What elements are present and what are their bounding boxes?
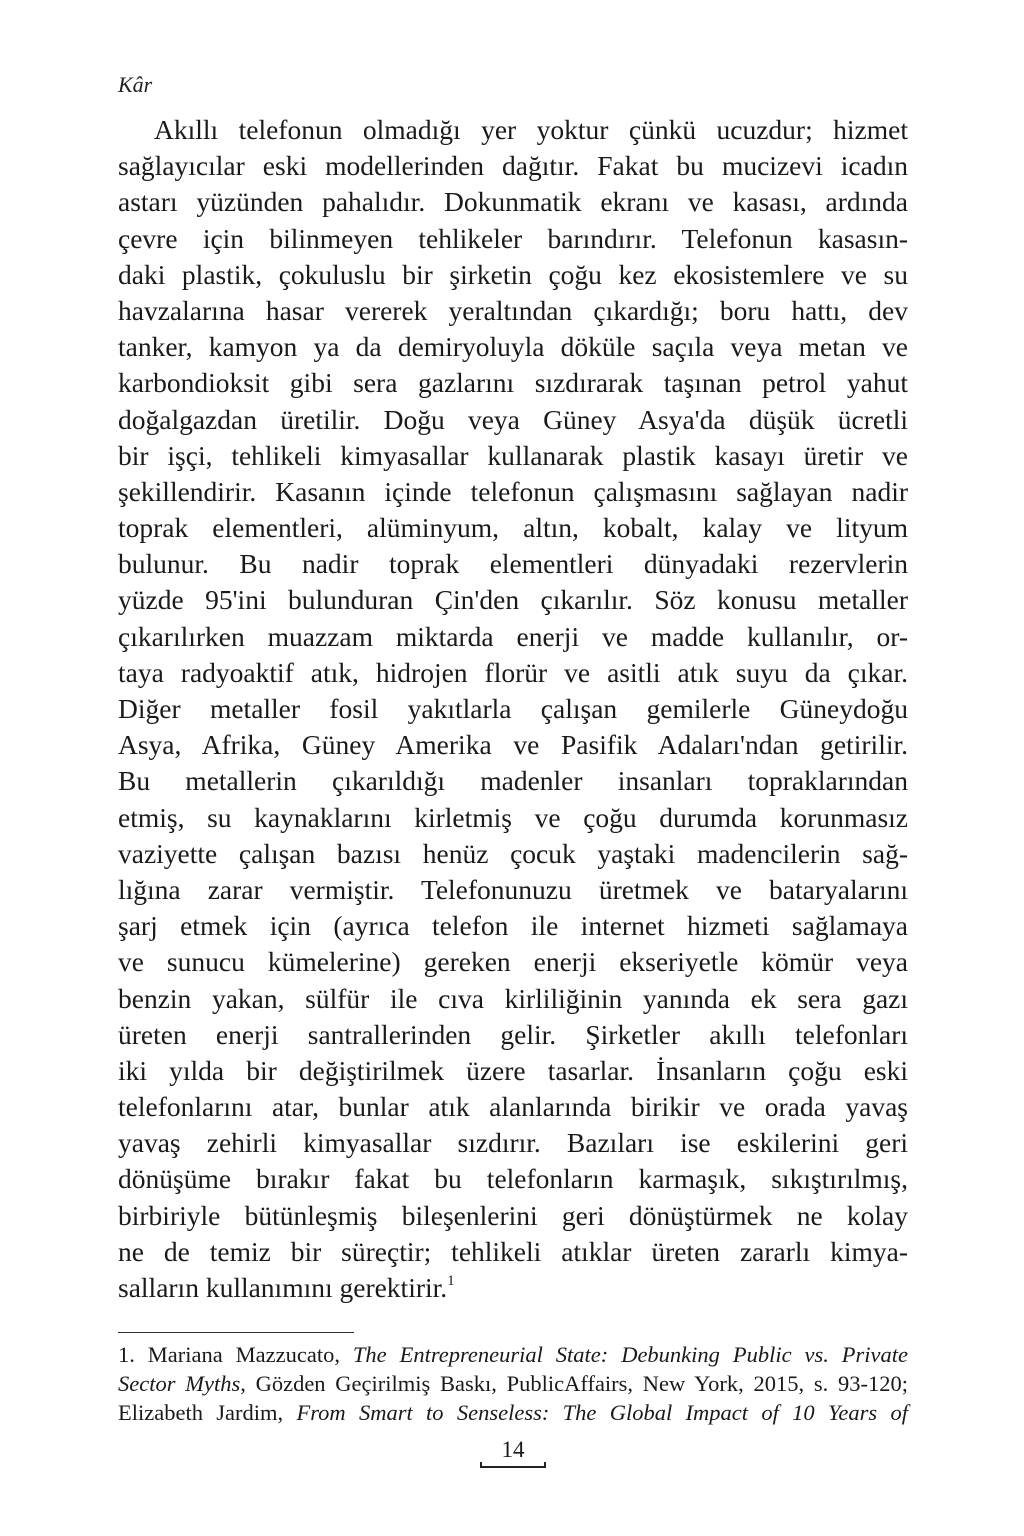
paragraph-line: çıkarılırken muazzam miktarda enerji ve madde kullanılır, or- <box>118 620 908 652</box>
footnote-text: 1. Mariana Mazzucato, <box>118 1342 353 1367</box>
footnote-marker[interactable]: 1 <box>447 1273 455 1289</box>
paragraph-line: toprak elementleri, alüminyum, altın, kobalt, kalay ve lityum <box>118 512 908 544</box>
paragraph-line: çevre için bilinmeyen tehlikeler barındırır. Telefonun kasasın- <box>118 222 908 254</box>
paragraph-line: şekillendirir. Kasanın içinde telefonun çalışmasını sağlayan nadir <box>118 475 908 507</box>
footnote-book-title: Sector Myths <box>118 1371 241 1396</box>
paragraph-line: bulunur. Bu nadir toprak elementleri dünyadaki rezervlerin <box>118 548 908 580</box>
paragraph-line: lığına zarar vermiştir. Telefonunuzu üretmek ve bataryalarını <box>118 873 908 905</box>
footnote-line <box>118 1369 908 1398</box>
paragraph-line: yüzde 95'ini bulunduran Çin'den çıkarılır. Söz konusu metaller <box>118 584 908 616</box>
footnote-text: Elizabeth Jardim, <box>118 1400 297 1425</box>
footnote-line <box>118 1340 908 1369</box>
paragraph-line: karbondioksit gibi sera gazlarını sızdırarak taşınan petrol yahut <box>118 367 908 399</box>
footnote-book-title: The Entrepreneurial State: Debunking Public vs. Private <box>352 1342 908 1367</box>
paragraph-line: Bu metallerin çıkarıldığı madenler insanları topraklarından <box>118 765 908 797</box>
page-number: 14 <box>501 1437 525 1462</box>
paragraph-line: ne de temiz bir süreçtir; tehlikeli atıklar üreten zararlı kimya- <box>118 1235 908 1267</box>
paragraph-line: astarı yüzünden pahalıdır. Dokunmatik ekranı ve kasası, ardında <box>118 186 908 218</box>
paragraph-last-line <box>118 1270 908 1306</box>
paragraph-line: tanker, kamyon ya da demiryoluyla döküle saçıla veya metan ve <box>118 331 908 363</box>
paragraph-line: vaziyette çalışan bazısı henüz çocuk yaştaki madencilerin sağ- <box>118 837 908 869</box>
footnote-line <box>118 1398 908 1427</box>
paragraph-line: sağlayıcılar eski modellerinden dağıtır. Fakat bu mucizevi icadın <box>118 150 908 182</box>
paragraph-line: dönüşüme bırakır fakat bu telefonların karmaşık, sıkıştırılmış, <box>118 1163 908 1195</box>
footnote-divider <box>118 1332 354 1333</box>
footnote-book-title: From Smart to Senseless: The Global Impact of 10 Years of <box>296 1400 908 1425</box>
paragraph-line: birbiriyle bütünleşmiş bileşenlerini geri dönüştürmek ne kolay <box>118 1199 908 1231</box>
paragraph-line: Diğer metaller fosil yakıtlarla çalışan gemilerle Güneydoğu <box>118 693 908 724</box>
body-paragraph <box>118 112 908 1306</box>
paragraph-line: ve sunucu kümelerine) gereken enerji ekseriyetle kömür veya <box>118 946 908 978</box>
paragraph-line: üreten enerji santrallerinden gelir. Şirketler akıllı telefonları <box>118 1018 908 1050</box>
paragraph-line: daki plastik, çokuluslu bir şirketin çoğu kez ekosistemlere ve su <box>118 258 908 290</box>
paragraph-line-text: salların kullanımını gerektirir. <box>118 1272 448 1303</box>
footnote-text: , Gözden Geçirilmiş Baskı, PublicAffairs, New York, 2015, s. 93-120; <box>240 1371 909 1396</box>
footnote <box>118 1340 908 1427</box>
paragraph-line: yavaş zehirli kimyasallar sızdırır. Bazıları ise eskilerini geri <box>118 1127 908 1159</box>
running-head: Kâr <box>118 72 153 97</box>
paragraph-line: telefonlarını atar, bunlar atık alanlarında birikir ve orada yavaş <box>118 1091 908 1123</box>
paragraph-line: benzin yakan, sülfür ile cıva kirliliğinin yanında ek sera gazı <box>118 982 908 1014</box>
paragraph-line: doğalgazdan üretilir. Doğu veya Güney Asya'da düşük ücretli <box>118 403 908 435</box>
paragraph-line: Akıllı telefonun olmadığı yer yoktur çünkü ucuzdur; hizmet <box>154 114 908 145</box>
paragraph-line: havzalarına hasar vererek yeraltından çıkardığı; boru hattı, dev <box>118 294 908 326</box>
paragraph-line: etmiş, su kaynaklarını kirletmiş ve çoğu durumda korunmasız <box>118 801 908 833</box>
paragraph-line: taya radyoaktif atık, hidrojen florür ve asitli atık suyu da çıkar. <box>118 656 908 688</box>
paragraph-line: bir işçi, tehlikeli kimyasallar kullanarak plastik kasayı üretir ve <box>118 439 908 471</box>
paragraph-line: şarj etmek için (ayrıca telefon ile internet hizmeti sağlamaya <box>118 910 908 942</box>
page-number-bracket <box>480 1462 546 1468</box>
paragraph-line: iki yılda bir değiştirilmek üzere tasarlar. İnsanların çoğu eski <box>118 1054 908 1086</box>
page-number-block <box>480 1436 546 1470</box>
paragraph-line: Asya, Afrika, Güney Amerika ve Pasifik Adaları'ndan getirilir. <box>118 729 908 761</box>
